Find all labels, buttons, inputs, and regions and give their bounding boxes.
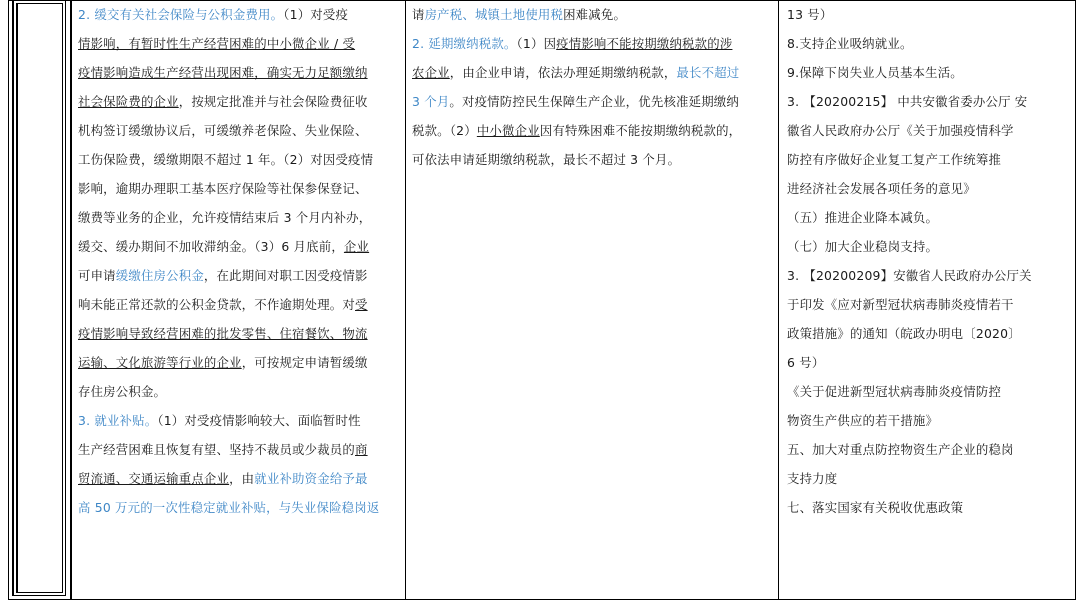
text-segment: ，可按规定申请暂缓缴	[241, 355, 368, 370]
text-segment: 因有特殊困难不能按期缴纳税款的，	[539, 123, 742, 138]
underlined-text: 社会保险费的企业	[78, 94, 179, 109]
text-segment: ，由企业申请，依法办理延期缴纳税款，	[449, 65, 677, 80]
text-segment: （1）对受疫	[283, 7, 349, 22]
text-line	[72, 290, 405, 319]
text-segment: ，在此期间对职工因受疫情影	[203, 268, 368, 283]
text-line	[779, 290, 1075, 319]
text-segment: 13 号）	[787, 7, 833, 22]
text-segment: 缓交、缓办期间不加收滞纳金。（3）6 月底前，	[78, 239, 344, 254]
text-line	[406, 145, 778, 174]
highlighted-text: 房产税、城镇土地使用税	[424, 7, 564, 22]
text-line	[72, 145, 405, 174]
text-line	[779, 377, 1075, 406]
text-line	[72, 406, 405, 435]
text-line	[72, 319, 405, 348]
text-line	[779, 319, 1075, 348]
text-line	[72, 29, 405, 58]
highlighted-text: 2. 延期缴纳税款。	[412, 36, 517, 51]
text-line	[779, 0, 1075, 29]
text-segment: 政策措施》的通知（皖政办明电〔2020〕	[787, 326, 1021, 341]
text-line	[72, 348, 405, 377]
text-segment: （1）对受疫情影响较大、面临暂时性	[157, 413, 361, 428]
text-segment: 可申请	[78, 268, 116, 283]
text-segment: 税款。（2）	[412, 123, 477, 138]
left-empty-cell	[12, 0, 66, 596]
text-line	[72, 464, 405, 493]
underlined-text: 中小微企业	[476, 123, 540, 138]
text-line	[779, 203, 1075, 232]
text-line	[72, 493, 405, 522]
text-segment: 机构签订缓缴协议后，可缓缴养老保险、失业保险、	[78, 123, 368, 138]
underlined-text: 疫情影响造成生产经营出现困难，确实无力足额缴纳	[78, 65, 368, 80]
text-line	[72, 58, 405, 87]
text-segment: 3. 【20200209】安徽省人民政府办公厅关	[787, 268, 1032, 283]
text-segment: 。对疫情防控民生保障生产企业，优先核准延期缴纳	[449, 94, 739, 109]
text-line	[406, 29, 778, 58]
underlined-text: 贸流通、交通运输重点企业	[78, 471, 230, 486]
text-line	[779, 174, 1075, 203]
text-line	[72, 0, 405, 29]
text-line	[72, 116, 405, 145]
text-line	[406, 0, 778, 29]
column-policy-details-1	[70, 0, 405, 600]
text-segment: 困难减免。	[563, 7, 627, 22]
text-segment: 影响，逾期办理职工基本医疗保险等社保参保登记、	[78, 181, 368, 196]
highlighted-text: 最长不超过	[676, 65, 740, 80]
text-segment: 支持力度	[787, 471, 838, 486]
text-line	[406, 87, 778, 116]
text-line	[779, 464, 1075, 493]
text-line	[72, 261, 405, 290]
text-segment: 徽省人民政府办公厅《关于加强疫情科学	[787, 123, 1014, 138]
text-line	[779, 435, 1075, 464]
text-segment: 可依法申请延期缴纳税款，最长不超过 3 个月。	[412, 152, 681, 167]
text-line	[72, 203, 405, 232]
text-line	[779, 406, 1075, 435]
text-segment: 《关于促进新型冠状病毒肺炎疫情防控	[787, 384, 1002, 399]
text-line	[779, 58, 1075, 87]
text-segment: 七、落实国家有关税收优惠政策	[787, 500, 964, 515]
text-segment: 生产经营困难且恢复有望、坚持不裁员或少裁员的	[78, 442, 355, 457]
highlighted-text: 3 个月	[412, 94, 450, 109]
column-policy-sources	[778, 0, 1076, 600]
text-segment: （七）加大企业稳岗支持。	[787, 239, 939, 254]
text-line	[779, 493, 1075, 522]
underlined-text: 商	[355, 442, 368, 457]
text-segment: 8.支持企业吸纳就业。	[787, 36, 913, 51]
text-line	[779, 232, 1075, 261]
text-segment: 进经济社会发展各项任务的意见》	[787, 181, 976, 196]
underlined-text: 情影响，有暂时性生产经营困难的中小微企业 / 受	[78, 36, 356, 51]
text-segment: ，按规定批准并与社会保险费征收	[178, 94, 368, 109]
text-segment: 存住房公积金。	[78, 384, 167, 399]
text-segment: （1）因	[516, 36, 557, 51]
text-line	[72, 435, 405, 464]
text-segment: （五）推进企业降本减负。	[787, 210, 939, 225]
text-line	[406, 116, 778, 145]
column-policy-details-2	[405, 0, 778, 600]
underlined-text: 农企业	[412, 65, 450, 80]
text-line	[72, 87, 405, 116]
text-line	[779, 348, 1075, 377]
text-segment: 9.保障下岗失业人员基本生活。	[787, 65, 963, 80]
text-segment: 防控有序做好企业复工复产工作统筹推	[787, 152, 1002, 167]
underlined-text: 疫情影响导致经营困难的批发零售、住宿餐饮、物流	[78, 326, 368, 341]
text-line	[779, 87, 1075, 116]
text-line	[406, 58, 778, 87]
text-segment: 于印发《应对新型冠状病毒肺炎疫情若干	[787, 297, 1014, 312]
text-line	[779, 261, 1075, 290]
text-segment: 物资生产供应的若干措施》	[787, 413, 939, 428]
text-segment: 五、加大对重点防控物资生产企业的稳岗	[787, 442, 1014, 457]
text-segment: ，由	[229, 471, 255, 486]
text-segment: 响未能正常还款的公积金贷款，不作逾期处理。对	[78, 297, 355, 312]
text-segment: 缴费等业务的企业，允许疫情结束后 3 个月内补办，	[78, 210, 372, 225]
underlined-text: 企业	[343, 239, 370, 254]
highlighted-text: 就业补助资金给予最	[254, 471, 368, 486]
text-segment: 6 号）	[787, 355, 825, 370]
text-line	[72, 232, 405, 261]
highlighted-text: 高 50 万元的一次性稳定就业补贴，与失业保险稳岗返	[78, 500, 380, 515]
text-line	[72, 377, 405, 406]
highlighted-text: 2. 缓交有关社会保险与公积金费用。	[78, 7, 284, 22]
text-segment: 工伤保险费，缓缴期限不超过 1 年。（2）对因受疫情	[78, 152, 374, 167]
underlined-text: 受	[355, 297, 368, 312]
underlined-text: 疫情影响不能按期缴纳税款的涉	[556, 36, 733, 51]
underlined-text: 运输、文化旅游等行业的企业	[78, 355, 242, 370]
text-line	[779, 116, 1075, 145]
highlighted-text: 3. 就业补贴。	[78, 413, 158, 428]
text-line	[779, 29, 1075, 58]
text-line	[779, 145, 1075, 174]
highlighted-text: 缓缴住房公积金	[115, 268, 204, 283]
text-segment: 请	[412, 7, 425, 22]
text-segment: 3. 【20200215】 中共安徽省委办公厅 安	[787, 94, 1028, 109]
text-line	[72, 174, 405, 203]
